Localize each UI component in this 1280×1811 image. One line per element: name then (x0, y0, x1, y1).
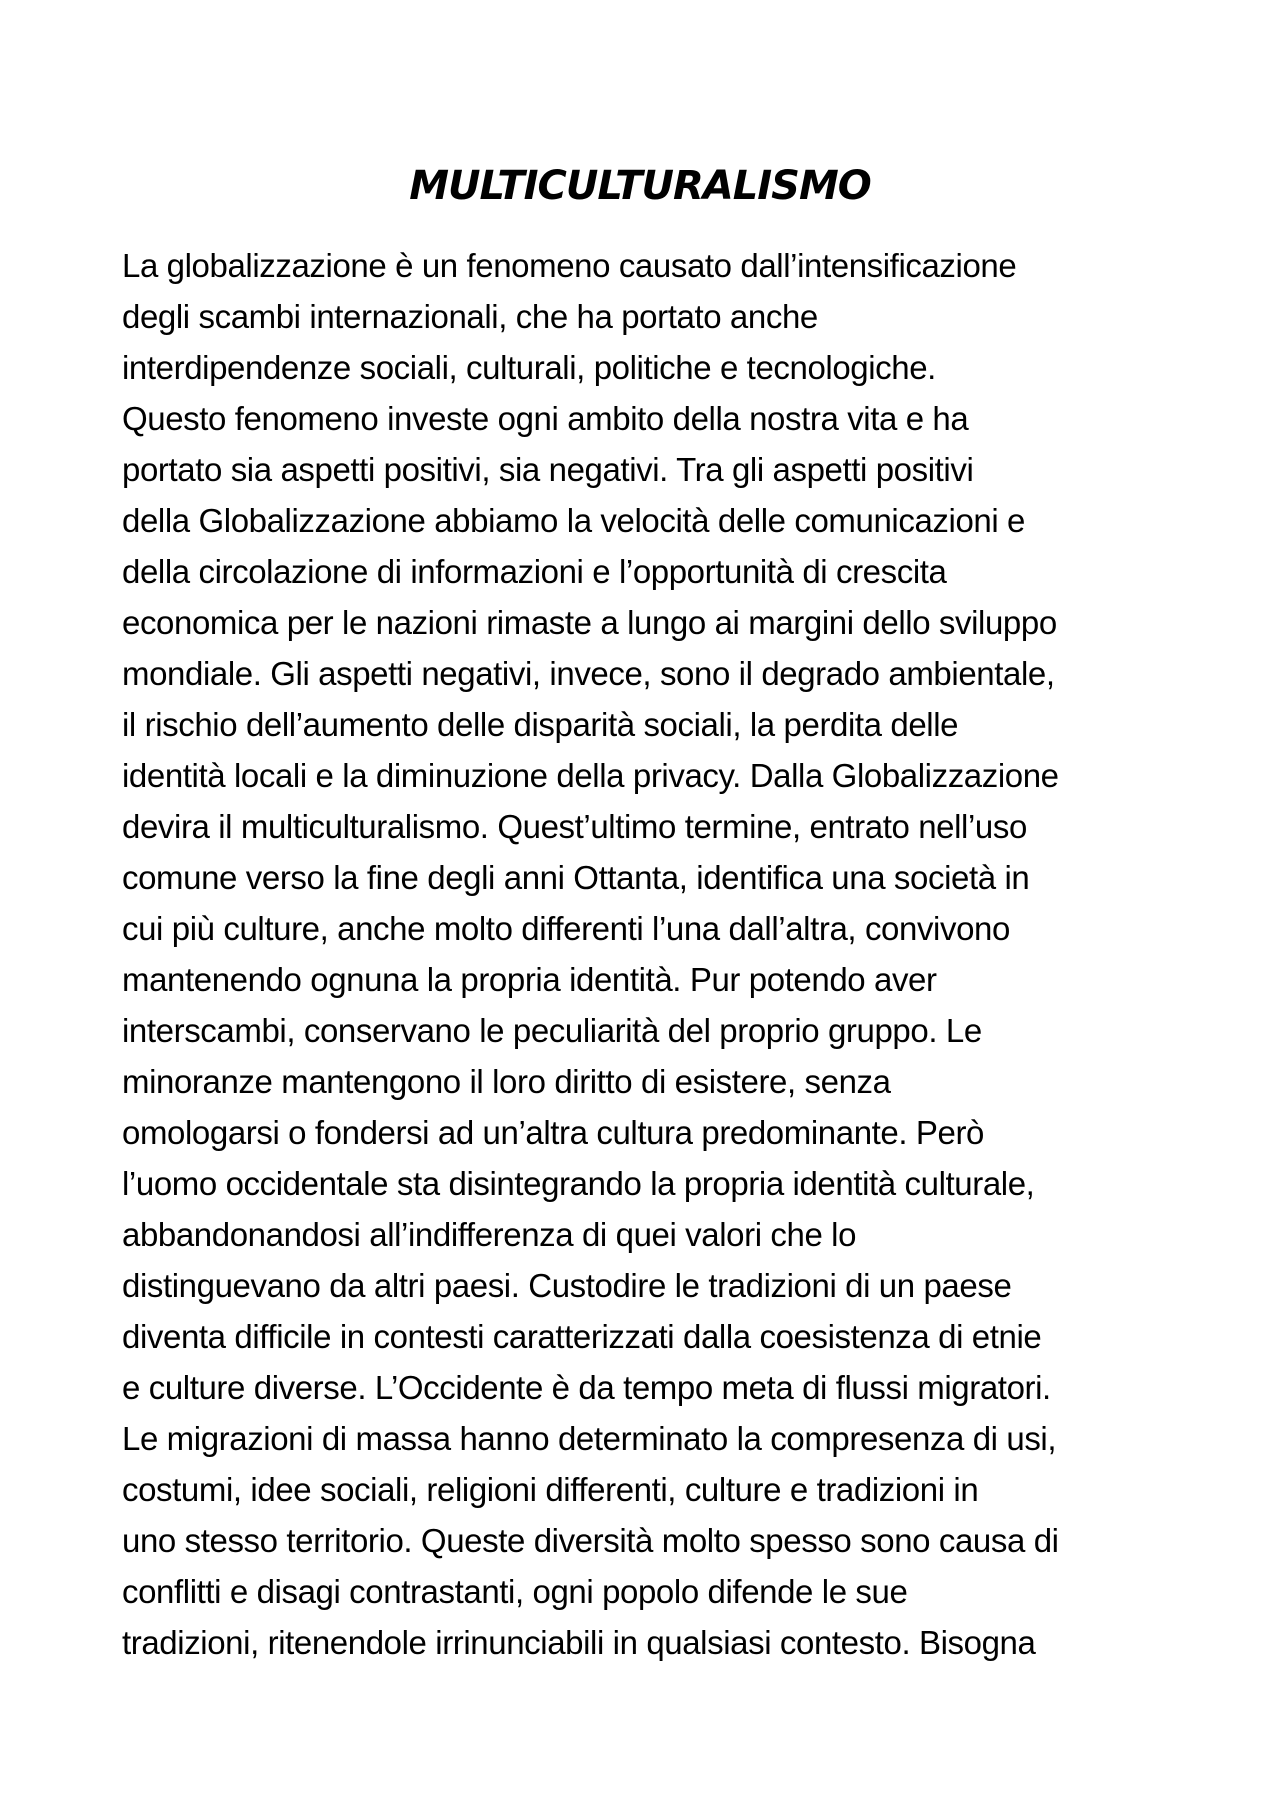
body-line: Questo fenomeno investe ogni ambito della nostra vita e ha (122, 400, 969, 437)
body-line: cui più culture, anche molto differenti l’una dall’altra, convivono (122, 910, 1010, 947)
body-line: della Globalizzazione abbiamo la velocità delle comunicazioni e (122, 502, 1026, 539)
body-line: omologarsi o fondersi ad un’altra cultura predominante. Però (122, 1114, 985, 1151)
body-line: tradizioni, ritenendole irrinunciabili in qualsiasi contesto. Bisogna (122, 1624, 1036, 1661)
body-line: La globalizzazione è un fenomeno causato dall’intensificazione (122, 247, 1017, 284)
body-line: minoranze mantengono il loro diritto di esistere, senza (122, 1063, 891, 1100)
body-line: mantenendo ognuna la propria identità. Pur potendo aver (122, 961, 937, 998)
body-line: mondiale. Gli aspetti negativi, invece, sono il degrado ambientale, (122, 655, 1055, 692)
body-line: l’uomo occidentale sta disintegrando la propria identità culturale, (122, 1165, 1035, 1202)
body-line: conflitti e disagi contrastanti, ogni popolo difende le sue (122, 1573, 908, 1610)
body-line: portato sia aspetti positivi, sia negativi. Tra gli aspetti positivi (122, 451, 974, 488)
body-line: interdipendenze sociali, culturali, politiche e tecnologiche. (122, 349, 936, 386)
body-line: interscambi, conservano le peculiarità del proprio gruppo. Le (122, 1012, 982, 1049)
body-line: della circolazione di informazioni e l’opportunità di crescita (122, 553, 947, 590)
body-line: il rischio dell’aumento delle disparità sociali, la perdita delle (122, 706, 959, 743)
body-line: diventa difficile in contesti caratterizzati dalla coesistenza di etnie (122, 1318, 1042, 1355)
body-line: comune verso la fine degli anni Ottanta, identifica una società in (122, 859, 1030, 896)
body-line: Le migrazioni di massa hanno determinato la compresenza di usi, (122, 1420, 1057, 1457)
body-line: e culture diverse. L’Occidente è da tempo meta di flussi migratori. (122, 1369, 1051, 1406)
body-line: devira il multiculturalismo. Quest’ultimo termine, entrato nell’uso (122, 808, 1027, 845)
document-body (122, 240, 1182, 1668)
document-title: MULTICULTURALISMO (409, 163, 871, 209)
body-line: distinguevano da altri paesi. Custodire le tradizioni di un paese (122, 1267, 1012, 1304)
body-line: uno stesso territorio. Queste diversità molto spesso sono causa di (122, 1522, 1059, 1559)
body-line: abbandonandosi all’indifferenza di quei valori che lo (122, 1216, 857, 1253)
body-line: degli scambi internazionali, che ha portato anche (122, 298, 818, 335)
body-line: economica per le nazioni rimaste a lungo ai margini dello sviluppo (122, 604, 1057, 641)
body-line: costumi, idee sociali, religioni differenti, culture e tradizioni in (122, 1471, 979, 1508)
body-line: identità locali e la diminuzione della privacy. Dalla Globalizzazione (122, 757, 1059, 794)
